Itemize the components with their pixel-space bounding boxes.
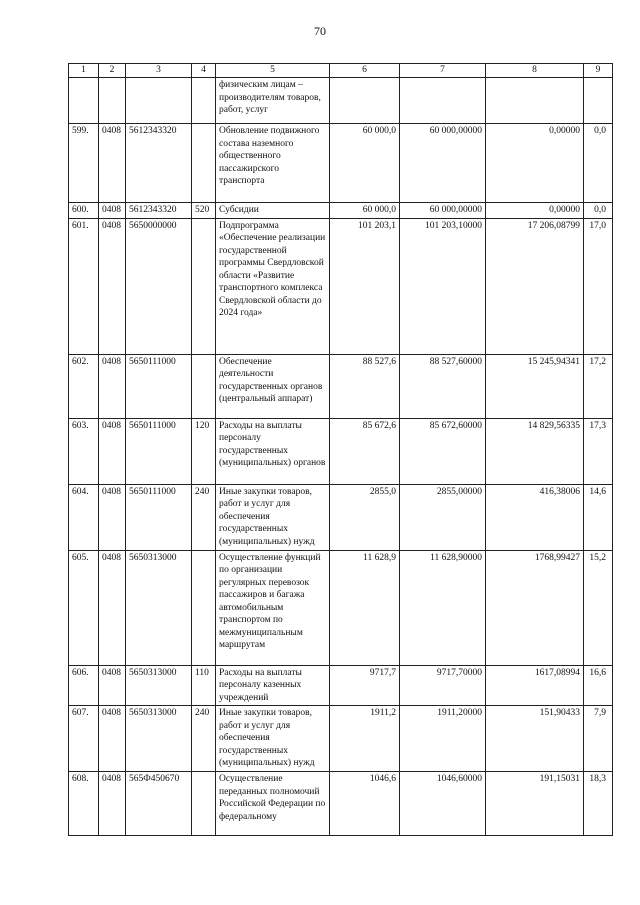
col9-value: 17,0 [584, 218, 613, 354]
header-cell: 4 [192, 64, 216, 78]
col8-value: 17 206,08799 [486, 218, 584, 354]
header-cell: 5 [216, 64, 330, 78]
section-code: 0408 [99, 124, 126, 203]
col7-value: 2855,00000 [400, 484, 486, 550]
col6-value: 1911,2 [330, 706, 400, 772]
col9-value: 0,0 [584, 124, 613, 203]
table-row [69, 550, 613, 665]
row-number: 608. [69, 772, 99, 836]
col9-value: 0,0 [584, 203, 613, 219]
header-row [69, 64, 613, 78]
col8-value: 1617,08994 [486, 665, 584, 706]
header-cell: 2 [99, 64, 126, 78]
table-row [69, 124, 613, 203]
row-number [69, 78, 99, 124]
target-code: 5650111000 [126, 418, 192, 484]
col6-value: 88 527,6 [330, 354, 400, 418]
col9-value: 14,6 [584, 484, 613, 550]
target-code: 5612343320 [126, 124, 192, 203]
section-code: 0408 [99, 772, 126, 836]
row-number: 599. [69, 124, 99, 203]
table-row [69, 665, 613, 706]
col7-value: 85 672,60000 [400, 418, 486, 484]
col6-value: 11 628,9 [330, 550, 400, 665]
col9-value: 7,9 [584, 706, 613, 772]
section-code: 0408 [99, 550, 126, 665]
col9-value: 17,3 [584, 418, 613, 484]
table-row [69, 354, 613, 418]
table-row [69, 203, 613, 219]
table-row [69, 418, 613, 484]
col7-value: 88 527,60000 [400, 354, 486, 418]
item-name: Субсидии [216, 203, 330, 219]
col7-value: 101 203,10000 [400, 218, 486, 354]
section-code: 0408 [99, 706, 126, 772]
item-name: физическим лицам – производителям товаров, работ, услуг [216, 78, 330, 124]
item-name: Расходы на выплаты персоналу государственных (муниципальных) органов [216, 418, 330, 484]
header-cell: 8 [486, 64, 584, 78]
page-number: 70 [314, 24, 326, 38]
col6-value: 1046,6 [330, 772, 400, 836]
item-name: Обеспечение деятельности государственных органов (центральный аппарат) [216, 354, 330, 418]
col8-value: 151,90433 [486, 706, 584, 772]
col9-value [584, 78, 613, 124]
col9-value: 17,2 [584, 354, 613, 418]
col7-value [400, 78, 486, 124]
header-cell: 6 [330, 64, 400, 78]
row-number: 604. [69, 484, 99, 550]
target-code: 5650000000 [126, 218, 192, 354]
col7-value: 11 628,90000 [400, 550, 486, 665]
table-row [69, 706, 613, 772]
col8-value [486, 78, 584, 124]
target-code: 5650111000 [126, 354, 192, 418]
section-code: 0408 [99, 484, 126, 550]
expense-type [192, 772, 216, 836]
col8-value: 0,00000 [486, 203, 584, 219]
item-name: Подпрограмма «Обеспечение реализации государственной программы Свердловской области «Развитие транспортного комплекса Свердловской области до 2024 года» [216, 218, 330, 354]
section-code: 0408 [99, 203, 126, 219]
row-number: 601. [69, 218, 99, 354]
table-row [69, 218, 613, 354]
target-code: 565Ф450670 [126, 772, 192, 836]
expense-type: 240 [192, 706, 216, 772]
header-cell: 7 [400, 64, 486, 78]
target-code: 5650111000 [126, 484, 192, 550]
target-code: 5650313000 [126, 665, 192, 706]
col7-value: 60 000,00000 [400, 124, 486, 203]
expense-type [192, 124, 216, 203]
col8-value: 14 829,56335 [486, 418, 584, 484]
col9-value: 18,3 [584, 772, 613, 836]
col6-value: 9717,7 [330, 665, 400, 706]
col6-value: 60 000,0 [330, 124, 400, 203]
target-code: 5650313000 [126, 550, 192, 665]
expense-type: 120 [192, 418, 216, 484]
budget-table [68, 63, 613, 836]
section-code: 0408 [99, 418, 126, 484]
section-code [99, 78, 126, 124]
expense-type: 240 [192, 484, 216, 550]
expense-type [192, 354, 216, 418]
row-number: 607. [69, 706, 99, 772]
target-code: 5650313000 [126, 706, 192, 772]
col6-value: 101 203,1 [330, 218, 400, 354]
col8-value: 15 245,94341 [486, 354, 584, 418]
expense-type: 110 [192, 665, 216, 706]
row-number: 603. [69, 418, 99, 484]
row-number: 606. [69, 665, 99, 706]
table-row [69, 78, 613, 124]
row-number: 605. [69, 550, 99, 665]
row-number: 600. [69, 203, 99, 219]
col8-value: 1768,99427 [486, 550, 584, 665]
section-code: 0408 [99, 218, 126, 354]
table-row [69, 772, 613, 836]
target-code: 5612343320 [126, 203, 192, 219]
item-name: Расходы на выплаты персоналу казенных учреждений [216, 665, 330, 706]
col6-value [330, 78, 400, 124]
target-code [126, 78, 192, 124]
col6-value: 60 000,0 [330, 203, 400, 219]
expense-type [192, 550, 216, 665]
item-name: Осуществление функций по организации регулярных перевозок пассажиров и багажа автомобильным транспортом по межмуниципальным маршрутам [216, 550, 330, 665]
section-code: 0408 [99, 354, 126, 418]
header-cell: 3 [126, 64, 192, 78]
item-name: Иные закупки товаров, работ и услуг для обеспечения государственных (муниципальных) нужд [216, 706, 330, 772]
col7-value: 1046,60000 [400, 772, 486, 836]
col8-value: 0,00000 [486, 124, 584, 203]
item-name: Иные закупки товаров, работ и услуг для обеспечения государственных (муниципальных) нужд [216, 484, 330, 550]
col6-value: 2855,0 [330, 484, 400, 550]
section-code: 0408 [99, 665, 126, 706]
item-name: Осуществление переданных полномочий Российской Федерации по федеральному [216, 772, 330, 836]
col7-value: 9717,70000 [400, 665, 486, 706]
header-cell: 9 [584, 64, 613, 78]
header-cell: 1 [69, 64, 99, 78]
col9-value: 15,2 [584, 550, 613, 665]
col6-value: 85 672,6 [330, 418, 400, 484]
table-row [69, 484, 613, 550]
expense-type [192, 218, 216, 354]
item-name: Обновление подвижного состава наземного общественного пассажирского транспорта [216, 124, 330, 203]
col7-value: 1911,20000 [400, 706, 486, 772]
col8-value: 416,38006 [486, 484, 584, 550]
expense-type: 520 [192, 203, 216, 219]
expense-type [192, 78, 216, 124]
col9-value: 16,6 [584, 665, 613, 706]
col7-value: 60 000,00000 [400, 203, 486, 219]
row-number: 602. [69, 354, 99, 418]
col8-value: 191,15031 [486, 772, 584, 836]
